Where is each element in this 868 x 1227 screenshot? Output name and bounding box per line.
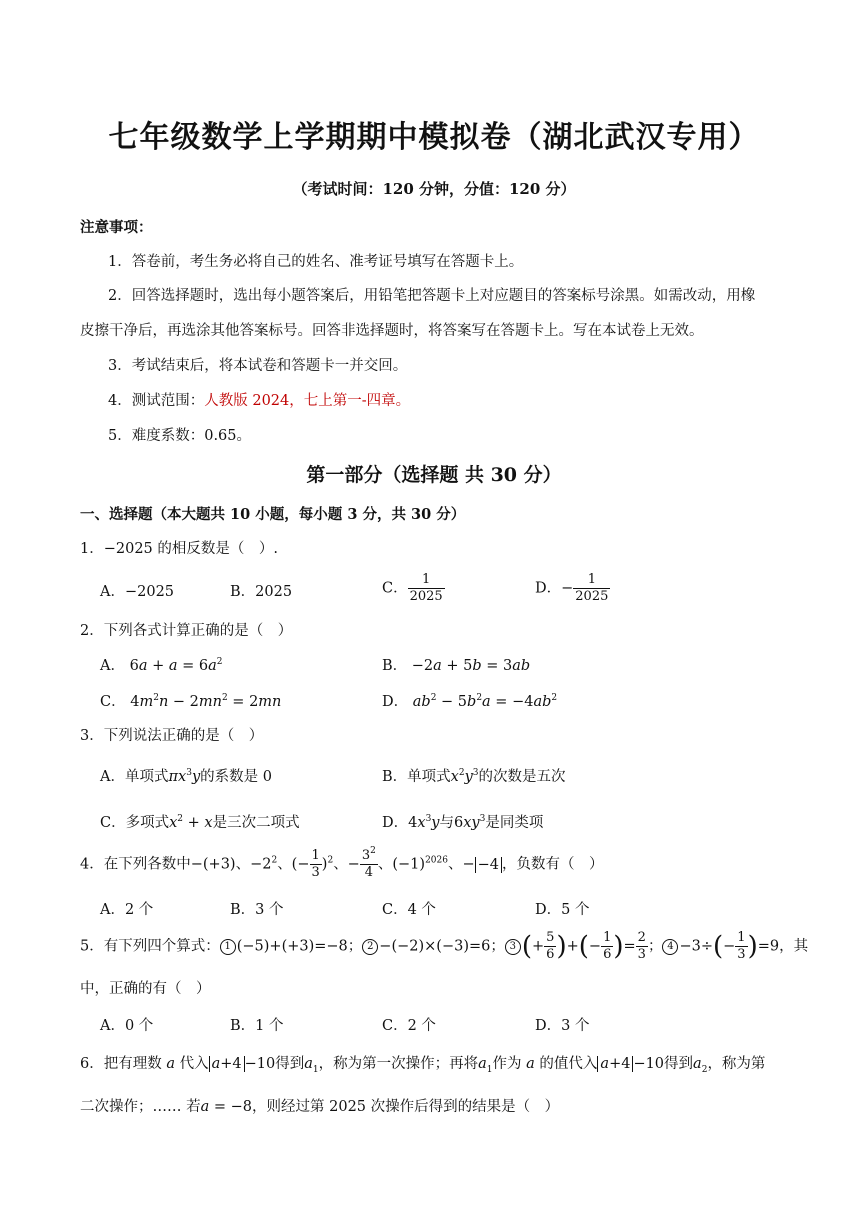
question-2-option-b: B． −2a + 5b = 3ab xyxy=(382,658,531,674)
q6-text: 代入 xyxy=(179,1056,209,1072)
stem-prefix: 4．在下列各数中 xyxy=(80,856,191,873)
option-a-suffix: 的系数是 0 xyxy=(200,769,272,785)
question-3-option-c: C．多项式$x^2 + x$是三次二项式 xyxy=(100,814,300,831)
part-1-title: 第一部分（选择题 共 30 分） xyxy=(306,464,562,486)
q6-text: ，则经过第 2025 次操作后得到的结果是（ ） xyxy=(252,1099,560,1115)
question-4-option-c: C．4 个 xyxy=(382,902,436,918)
option-d-label: D． xyxy=(382,694,409,710)
question-4-option-a: A．2 个 xyxy=(100,902,154,918)
question-6-stem-line-2: 二次操作；…… 若a = −8，则经过第 2025 次操作后得到的结果是（ ） xyxy=(80,1099,560,1115)
question-3-option-d: D．$4x^3y$与$6xy^3$是同类项 xyxy=(382,814,544,831)
q6-text: 得到 xyxy=(275,1056,305,1072)
question-3-stem: 3．下列说法正确的是（ ） xyxy=(80,728,264,744)
q6-text: ，称为第一次操作；再将 xyxy=(318,1056,479,1072)
fraction xyxy=(408,572,445,605)
q6-text: 二次操作；…… 若 xyxy=(80,1099,201,1115)
q6-text: 的值代入 xyxy=(539,1056,598,1072)
notice-item-4-scope: 人教版 2024，七上第一-四章。 xyxy=(204,393,411,409)
denominator: 2025 xyxy=(575,589,609,604)
question-4-option-d: D．5 个 xyxy=(535,902,590,918)
stem-suffix: ，负数有（ ） xyxy=(502,856,604,873)
option-b-prefix: B．单项式 xyxy=(382,769,451,785)
option-d-label: D．− xyxy=(535,580,574,597)
option-c-suffix: 是三次二项式 xyxy=(212,815,300,831)
question-1-option-a: A．−2025 xyxy=(100,584,175,600)
q6-text: 得到 xyxy=(664,1056,694,1072)
fraction xyxy=(573,572,610,605)
option-d-middle: 与 xyxy=(439,815,454,831)
question-4-option-b: B．3 个 xyxy=(230,902,284,918)
notice-item-3: 3．考试结束后，将本试卷和答题卡一并交回。 xyxy=(108,358,408,374)
option-d-prefix: D． xyxy=(382,815,409,831)
question-5-option-d: D．3 个 xyxy=(535,1018,590,1034)
exam-subtitle: （考试时间：120 分钟，分值：120 分） xyxy=(292,180,576,198)
question-6-stem-line-1: 6．把有理数 a 代入 a+4 −10得到$a_1$，称为第一次操作；再将$a_1$作为 a 的值代入 a+4 −10得到$a_2$，称为第 xyxy=(80,1056,766,1075)
question-1-stem: 1．−2025 的相反数是（ ）. xyxy=(80,541,278,557)
numerator: 1 xyxy=(408,572,445,589)
question-2-option-d: D． $ab^2 - 5b^2a = -4ab^2$ xyxy=(382,693,558,710)
section-1-heading: 一、选择题（本大题共 10 小题，每小题 3 分，共 30 分） xyxy=(80,506,466,523)
stem-prefix: 5．有下列四个算式： xyxy=(80,938,220,955)
question-5-option-b: B．1 个 xyxy=(230,1018,284,1034)
stem-suffix: ，其 xyxy=(779,938,809,955)
notice-heading: 注意事项： xyxy=(80,219,153,236)
option-d-suffix: 是同类项 xyxy=(485,815,544,831)
page-title: 七年级数学上学期期中模拟卷（湖北武汉专用） xyxy=(108,120,760,155)
question-3-option-a: A．单项式$\pi x^3y$的系数是 0 xyxy=(100,768,272,785)
q6-text: 6．把有理数 xyxy=(80,1056,162,1072)
denominator: 2025 xyxy=(409,589,443,604)
option-b-label: B． xyxy=(382,658,408,674)
question-2-stem: 2．下列各式计算正确的是（ ） xyxy=(80,623,293,639)
option-c-prefix: C．多项式 xyxy=(100,815,170,831)
numerator: 1 xyxy=(573,572,610,589)
option-c-label: C． xyxy=(100,694,126,710)
fraction: $\frac{3^2}{4}$ xyxy=(361,846,376,880)
notice-item-2-line-1: 2．回答选择题时，选出每小题答案后，用铅笔把答题卡上对应题目的答案标号涂黑。如需改动，用橡 xyxy=(108,288,756,304)
option-b-suffix: 的次数是五次 xyxy=(478,769,566,785)
fraction: $\frac{1}{3}$ xyxy=(311,848,320,880)
notice-item-4 xyxy=(108,389,410,410)
q6-text: 作为 xyxy=(492,1056,522,1072)
question-3-option-b: B．单项式$x^2y^3$的次数是五次 xyxy=(382,768,566,785)
notice-item-1: 1．答卷前，考生务必将自己的姓名、准考证号填写在答题卡上。 xyxy=(108,254,524,270)
question-2-option-c: C． $4m^2n - 2mn^2 = 2mn$ xyxy=(100,693,282,710)
notice-item-2-line-2: 皮擦干净后，再选涂其他答案标号。回答非选择题时，将答案写在答题卡上。写在本试卷上无效。 xyxy=(80,323,704,339)
question-5-option-a: A．0 个 xyxy=(100,1018,154,1034)
question-5-stem-line-2: 中，正确的有（ ） xyxy=(80,981,211,997)
q6-text: ，称为第 xyxy=(707,1056,766,1072)
notice-item-4-prefix: 4．测试范围： xyxy=(108,393,205,409)
question-5-option-c: C．2 个 xyxy=(382,1018,436,1034)
option-c-label: C． xyxy=(382,580,408,597)
option-a-label: A． xyxy=(100,658,125,674)
question-1-option-c xyxy=(382,572,445,605)
question-5-stem: 5．有下列四个算式： 1 (−5)+(+3)=−8； 2 −(−2)×(−3)=6； 3 (+ $\frac{5}{6}$ )+(− $\frac{1}{6}$ )= $\frac{2}{3}$ ； 4 −3÷(− $\frac{1}{3}$ )=9，其 xyxy=(80,930,809,962)
notice-item-5: 5．难度系数：0.65。 xyxy=(108,428,252,444)
question-2-option-a: A． $6a + a = 6a^2$ xyxy=(100,657,223,674)
question-1-option-b: B．2025 xyxy=(230,584,293,600)
question-1-option-d xyxy=(535,572,610,605)
option-a-prefix: A．单项式 xyxy=(100,769,169,785)
question-4-stem: 4．在下列各数中−(+3)、$-2^2$、(− $\frac{1}{3}$ )$^2$、− $\frac{3^2}{4}$ 、$(-1)^{2026}$、− −4 ，负数有（ ） xyxy=(80,846,604,880)
